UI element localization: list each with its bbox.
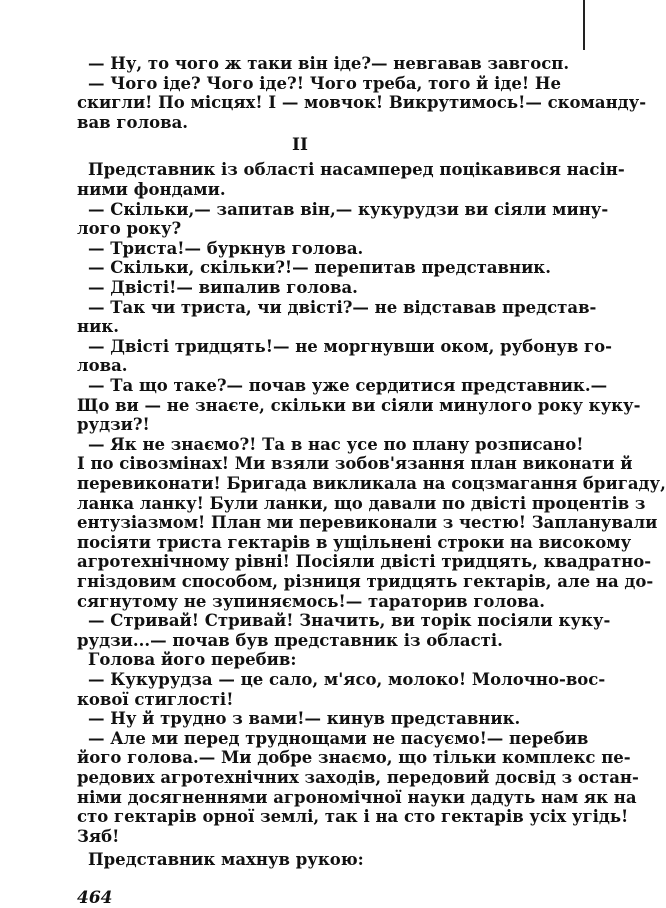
text-line: ланка ланку! Були ланки, що давали по двісті процентів з: [77, 493, 646, 513]
text-line: вав голова.: [77, 112, 189, 132]
text-line: редових агротехнічних заходів, передовий досвід з остан-: [77, 768, 639, 787]
text-line: гніздовим способом, різниця тридцять гектарів, але на до-: [77, 572, 654, 591]
text-line: посіяти триста гектарів в ущільнені строки на високому: [77, 532, 632, 552]
text-line: агротехнічному рівні! Посіяли двісті тридцять, квадратно-: [77, 552, 652, 572]
page-number: 464: [77, 888, 113, 908]
text-line: — Стривай! Стривай! Значить, ви торік посіяли куку-: [88, 611, 611, 631]
section-heading: II: [292, 135, 308, 156]
text-line: — Ну, то чого ж таки він іде?— невгавав завгосп.: [88, 54, 570, 73]
text-line: — Як не знаємо?! Та в нас усе по плану розписано!: [88, 434, 584, 454]
text-line: Представник махнув рукою:: [88, 850, 364, 870]
text-line: — Чого іде? Чого іде?! Чого треба, того й іде! Не: [88, 73, 561, 93]
text-line: сягнутому не зупиняємось!— тараторив голова.: [77, 591, 545, 611]
text-line: ник.: [77, 317, 119, 337]
text-line: скигли! По місцях! І — мовчок! Викрутимось!— скоманду-: [77, 93, 647, 113]
text-line: сто гектарів орної землі, так і на сто гектарів усіх угідь!: [77, 807, 629, 827]
text-line: — Двісті!— випалив голова.: [88, 278, 358, 297]
text-line: лого року?: [77, 219, 182, 239]
page-edge-line: [583, 0, 585, 50]
text-line: Голова його перебив:: [88, 650, 297, 670]
text-line: німи досягненнями агрономічної науки дадуть нам як на: [77, 787, 637, 807]
text-line: рудзи...— почав був представник із області.: [77, 630, 503, 650]
text-line: — Двісті тридцять!— не моргнувши оком, рубонув го-: [88, 336, 613, 356]
text-line: — Так чи триста, чи двісті?— не відставав представ-: [88, 297, 597, 317]
text-line: рудзи?!: [77, 415, 150, 435]
text-line: ними фондами.: [77, 180, 226, 199]
text-line: — Кукурудза — це сало, м'ясо, молоко! Молочно-вос-: [88, 670, 606, 689]
text-line: — Ну й трудно з вами!— кинув представник.: [88, 709, 521, 729]
text-line: лова.: [77, 356, 128, 376]
text-line: — Та що таке?— почав уже сердитися представник.—: [88, 376, 608, 395]
text-line: — Але ми перед труднощами не пасуємо!— перебив: [88, 728, 589, 748]
text-line: І по сівозмінах! Ми взяли зобов'язання план виконати й: [77, 454, 633, 474]
text-line: Що ви — не знаєте, скільки ви сіяли минулого року куку-: [77, 395, 641, 415]
text-line: — Триста!— буркнув голова.: [88, 238, 364, 258]
text-line: ентузіазмом! План ми перевиконали з честю! Запланували: [77, 513, 658, 533]
text-line: перевиконати! Бригада викликала на соцзмагання бригаду,: [77, 474, 666, 493]
text-line: — Скільки, скільки?!— перепитав представник.: [88, 258, 551, 278]
text-line: кової стиглості!: [77, 689, 234, 709]
text-line: — Скільки,— запитав він,— кукурудзи ви сіяли мину-: [88, 199, 609, 219]
text-line: його голова.— Ми добре знаємо, що тільки комплекс пе-: [77, 748, 631, 768]
text-line: Зяб!: [77, 826, 120, 846]
text-line: Представник із області насамперед поцікавився насін-: [88, 160, 625, 180]
